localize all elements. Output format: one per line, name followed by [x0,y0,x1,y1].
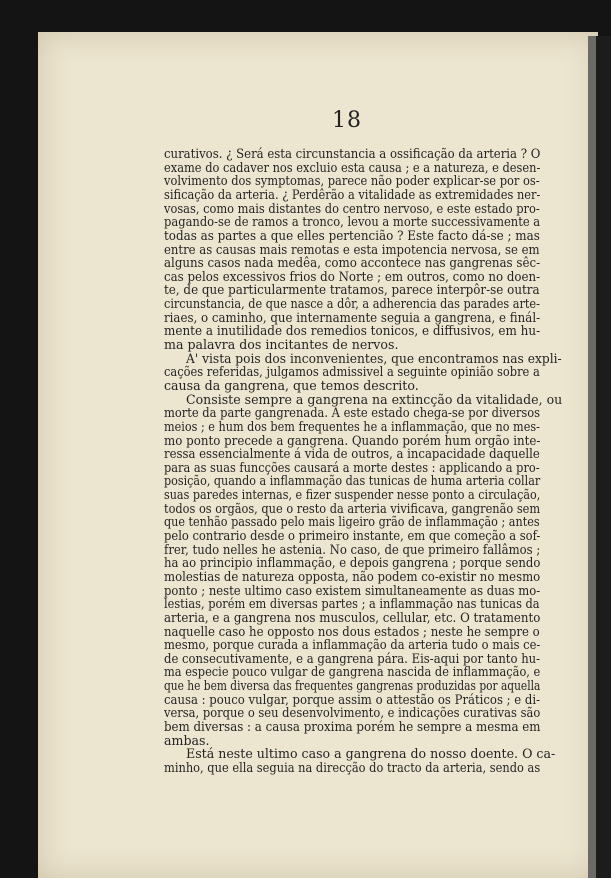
text-line: ma palavra dos incitantes de nervos. [164,337,399,353]
text-line: versa, porque o seu desenvolvimento, e indicações curativas são [164,705,541,721]
text-line: suas paredes internas, e fizer suspender nesse ponto a circulação, [164,487,541,503]
text-line: alguns casos nada medêa, como accontece nas gangrenas sêc- [164,255,541,271]
text-line: A' vista pois dos inconvenientes, que encontramos nas expli- [186,350,562,366]
text-line: naquelle caso he opposto nos dous estados ; neste he sempre o [164,623,540,639]
text-line: riaes, o caminho, que internamente seguia a gangrena, e finál- [164,309,541,325]
text-line: ma especie pouco vulgar de gangrena nascida de inflammação, e [164,664,541,680]
text-line: meios ; e hum dos bem frequentes he a inflammação, que no mes- [164,418,540,434]
text-line: ponto ; neste ultimo caso existem simultaneamente as duas mo- [164,582,541,598]
text-line: mesmo, porque curada a inflammação da arteria tudo o mais ce- [164,637,541,653]
text-line: vosas, como mais distantes do centro nervoso, e este estado pro- [164,200,540,216]
text-line: mo ponto precede a gangrena. Quando porém hum orgão inte- [164,432,541,448]
text-line: bem diversas : a causa proxima porém he sempre a mesma em [164,719,541,735]
text-line: posição, quando a inflammação das tunicas de huma arteria collar [164,473,541,489]
text-line: pagando-se de ramos a tronco, levou a morte successivamente a [164,214,541,230]
text-line: frer, tudo nelles he astenia. No caso, de que primeiro fallâmos ; [164,541,541,557]
text-line: ressa essencialmente á vida de outros, a incapacidade daquelle [164,446,540,462]
text-line: morte da parte gangrenada. A este estado chega-se por diversos [164,405,541,421]
text-line: cas pelos excessivos frios do Norte ; em outros, como no doen- [164,268,541,284]
page-edge-strip [588,36,596,878]
text-line: todos os orgãos, que o resto da arteria vivificava, gangrenão sem [164,500,541,516]
text-line: molestias de natureza opposta, não podem co-existir no mesmo [164,568,541,584]
text-line: te, de que particularmente tratamos, parece interpôr-se outra [164,282,540,298]
scan-background-edge [596,36,611,878]
text-line: exame do cadaver nos excluio esta causa ; e a natureza, e desen- [164,159,541,175]
text-line: pelo contrario desde o primeiro instante, em que começão a sof- [164,528,541,544]
text-line: ha ao principio inflammação, e depois gangrena ; porque sendo [164,555,541,571]
text-line: sificação da arteria. ¿ Perdêrão a vitalidade as extremidades ner- [164,186,541,202]
text-line: ambas. [164,732,210,748]
text-line: entre as causas mais remotas e esta impotencia nervosa, se em [164,241,540,257]
text-line: curativos. ¿ Será esta circunstancia a ossificação da arteria ? O [164,146,541,161]
text-line: lestias, porém em diversas partes ; a inflammação nas tunicas da [164,596,540,612]
text-line: volvimento dos symptomas, parece não poder explicar-se por os- [164,173,540,189]
text-line: que he bem diversa das frequentes gangrenas produzidas por aquella [164,678,541,694]
text-line: arteria, e a gangrena nos musculos, cellular, etc. O tratamento [164,609,541,625]
text-line: Está neste ultimo caso a gangrena do nosso doente. O ca- [186,746,556,762]
text-line: mente a inutilidade dos remedios tonicos, e diffusivos, em hu- [164,323,541,339]
text-line: cações referidas, julgamos admissivel a seguinte opinião sobre a [164,364,540,380]
text-line: minho, que ella seguia na direcção do tracto da arteria, sendo as [164,760,541,775]
page-number: 18 [332,108,362,133]
text-line: circunstancia, de que nasce a dôr, a adherencia das parades arte- [164,296,540,312]
text-line: Consiste sempre a gangrena na extincção da vitalidade, ou [186,391,563,407]
text-line: de consecutivamente, e a gangrena pára. Eis-aqui por tanto hu- [164,650,541,666]
text-line: causa da gangrena, que temos descrito. [164,377,419,393]
text-line: todas as partes a que elles pertencião ? Este facto dá-se ; mas [164,227,540,243]
text-line: causa : pouco vulgar, porque assim o attestão os Práticos ; e di- [164,691,541,707]
text-line: para as suas funcções causará a morte destes : applicando a pro- [164,459,540,475]
text-line: que tenhão passado pelo mais ligeiro grão de inflammação ; antes [164,514,540,530]
